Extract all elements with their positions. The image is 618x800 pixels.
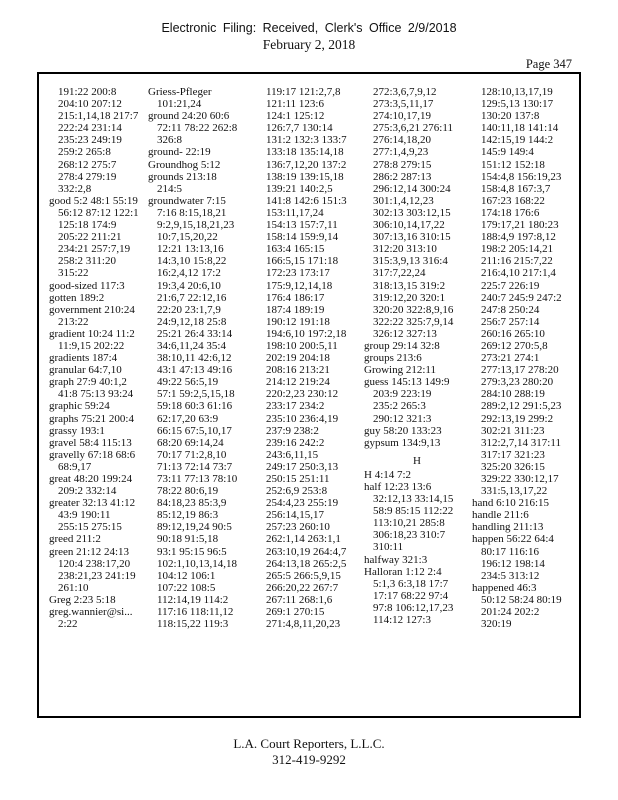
index-entry-line: 153:11,17,24: [266, 206, 324, 219]
index-entry-line: 194:6,10 197:2,18: [266, 327, 347, 340]
index-entry-line: 12:21 13:13,16: [157, 243, 224, 256]
index-entry-line: 167:23 168:22: [481, 194, 545, 207]
index-entry-line: 158:4,8 167:3,7: [481, 182, 551, 195]
index-entry-line: 172:23 173:17: [266, 267, 330, 280]
index-entry-line: great 48:20 199:24: [49, 473, 133, 485]
index-entry-line: 203:9 223:19: [373, 388, 432, 401]
index-entry-line: Greg 2:23 5:18: [49, 593, 116, 606]
index-entry-line: H 4:14 7:2: [364, 468, 412, 481]
index-entry-line: 310:11: [373, 541, 404, 554]
index-entry-line: 256:14,15,17: [266, 509, 325, 522]
index-entry-line: 202:19 204:18: [266, 352, 330, 365]
index-entry-line: 277:1,4,9,23: [373, 146, 429, 159]
index-entry-line: 213:22: [58, 315, 89, 328]
index-entry-line: 247:8 250:24: [481, 303, 540, 316]
index-entry-line: 119:17 121:2,7,8: [266, 86, 341, 98]
index-entry-line: 256:7 257:14: [481, 315, 540, 328]
index-entry-line: 332:2,8: [58, 182, 92, 195]
index-entry-line: 211:16 215:7,22: [481, 255, 553, 268]
index-entry-line: 187:4 189:19: [266, 303, 325, 316]
index-entry-line: 5:1,3 6:3,18 17:7: [373, 577, 449, 590]
index-entry-line: 302:21 311:23: [481, 424, 545, 437]
index-entry-line: 14:3,10 15:8,22: [157, 255, 227, 268]
index-entry-line: Growing 212:11: [364, 364, 437, 377]
index-entry-line: gravelly 67:18 68:6: [49, 448, 136, 461]
index-entry-line: 272:3,6,7,9,12: [373, 86, 437, 98]
index-entry-line: 34:6,11,24 35:4: [157, 339, 226, 352]
index-entry-line: 176:4 186:17: [266, 291, 325, 304]
index-entry-line: 151:12 152:18: [481, 158, 545, 171]
index-entry-line: 225:7 226:19: [481, 279, 540, 292]
index-column-5: [472, 86, 578, 630]
index-entry-line: 78:22 80:6,19: [157, 485, 219, 498]
index-entry-line: 142:15,19 144:2: [481, 134, 554, 147]
index-entry-line: greg.wannier@si...: [49, 606, 133, 619]
index-entry-line: 267:11 268:1,6: [266, 593, 333, 606]
index-entry-line: 17:17 68:22 97:4: [373, 589, 449, 602]
index-entry-line: 263:10,19 264:4,7: [266, 545, 347, 558]
index-entry-line: 289:2,12 291:5,23: [481, 400, 562, 413]
index-entry-line: greed 211:2: [49, 533, 101, 546]
index-entry-line: 239:16 242:2: [266, 436, 325, 449]
index-entry-line: green 21:12 24:13: [49, 545, 130, 558]
index-entry-line: 32:12,13 33:14,15: [373, 493, 454, 506]
index-entry-line: 306:18,23 310:7: [373, 529, 446, 542]
index-entry-line: hand 6:10 216:15: [472, 497, 549, 510]
index-entry-line: 102:1,10,13,14,18: [157, 557, 238, 570]
index-entry-line: 271:4,8,11,20,23: [266, 618, 341, 631]
index-entry-line: graph 27:9 40:1,2: [49, 376, 127, 389]
index-entry-line: ground- 22:19: [148, 146, 211, 159]
index-entry-line: groundwater 7:15: [148, 194, 226, 207]
index-entry-line: guy 58:20 133:23: [364, 424, 442, 437]
index-entry-line: 275:3,6,21 276:11: [373, 122, 453, 135]
index-entry-line: 154:4,8 156:19,23: [481, 170, 562, 183]
index-entry-line: 57:1 59:2,5,15,18: [157, 388, 235, 401]
index-entry-line: groups 213:6: [364, 352, 422, 365]
index-entry-line: gradient 10:24 11:2: [49, 327, 135, 340]
index-entry-line: group 29:14 32:8: [364, 339, 440, 352]
index-entry-line: 249:17 250:3,13: [266, 460, 339, 473]
index-entry-line: Groundhog 5:12: [148, 158, 221, 171]
index-entry-line: 112:14,19 114:2: [157, 593, 229, 606]
index-entry-line: 73:11 77:13 78:10: [157, 473, 238, 485]
index-column-3: [257, 86, 363, 630]
index-entry-line: 117:16 118:11,12: [157, 606, 234, 619]
index-entry-line: 312:20 313:10: [373, 243, 437, 256]
index-entry-line: good 5:2 48:1 55:19: [49, 194, 138, 207]
index-entry-line: 260:16 265:10: [481, 327, 545, 340]
index-entry-line: 315:22: [58, 267, 89, 280]
index-entry-line: 175:9,12,14,18: [266, 279, 333, 292]
index-entry-line: 240:7 245:9 247:2: [481, 291, 562, 304]
index-entry-line: Griess-Pfleger: [148, 86, 212, 98]
index-entry-line: 261:10: [58, 581, 89, 594]
index-entry-line: 130:20 137:8: [481, 110, 540, 123]
index-column-2: [148, 86, 254, 630]
index-entry-line: 179:17,21 180:23: [481, 219, 559, 232]
index-entry-line: 49:22 56:5,19: [157, 376, 219, 389]
index-entry-line: 222:24 231:14: [58, 122, 122, 135]
index-entry-line: 325:20 326:15: [481, 460, 545, 473]
index-entry-line: 254:4,23 255:19: [266, 497, 339, 510]
index-entry-line: 301:1,4,12,23: [373, 194, 434, 207]
index-entry-line: 204:10 207:12: [58, 98, 122, 111]
index-entry-line: 214:12 219:24: [266, 376, 330, 389]
index-entry-line: 209:2 332:14: [58, 485, 117, 498]
index-entry-line: 188:4,9 197:8,12: [481, 231, 556, 244]
index-entry-line: 124:1 125:12: [266, 110, 325, 123]
index-entry-line: 312:2,7,14 317:11: [481, 436, 561, 449]
index-entry-line: 101:21,24: [157, 98, 202, 111]
index-entry-line: 329:22 330:12,17: [481, 473, 559, 485]
index-entry-line: 56:12 87:12 122:1: [58, 206, 139, 219]
index-entry-line: 9:2,9,15,18,21,23: [157, 219, 235, 232]
index-entry-line: 255:15 275:15: [58, 521, 122, 534]
index-entry-line: 166:5,15 171:18: [266, 255, 339, 268]
index-entry-line: 97:8 106:12,17,23: [373, 601, 454, 614]
index-entry-line: 41:8 75:13 93:24: [58, 388, 134, 401]
index-entry-line: 302:13 303:12,15: [373, 206, 451, 219]
index-entry-line: 264:13,18 265:2,5: [266, 557, 347, 570]
index-entry-line: 196:12 198:14: [481, 557, 545, 570]
index-column-4: [364, 86, 470, 626]
index-entry-line: 319:12,20 320:1: [373, 291, 446, 304]
index-entry-line: 174:18 176:6: [481, 206, 540, 219]
index-entry-line: 234:5 313:12: [481, 569, 540, 582]
index-entry-line: 24:9,12,18 25:8: [157, 315, 227, 328]
index-entry-line: 140:11,18 141:14: [481, 122, 559, 135]
index-entry-line: 136:7,12,20 137:2: [266, 158, 347, 171]
index-entry-line: 89:12,19,24 90:5: [157, 521, 232, 534]
index-entry-line: 59:18 60:3 61:16: [157, 400, 233, 413]
index-entry-line: 286:2 287:13: [373, 170, 432, 183]
index-entry-line: greater 32:13 41:12: [49, 497, 136, 510]
index-entry-line: 68:9,17: [58, 460, 92, 473]
index-entry-line: 16:2,4,12 17:2: [157, 267, 221, 280]
index-entry-line: 62:17,20 63:9: [157, 412, 219, 425]
index-entry-line: 145:9 149:4: [481, 146, 534, 159]
index-entry-line: Halloran 1:12 2:4: [364, 565, 442, 578]
index-entry-line: 233:17 234:2: [266, 400, 325, 413]
index-entry-line: 208:16 213:21: [266, 364, 330, 377]
index-entry-line: 125:18 174:9: [58, 219, 117, 232]
index-entry-line: 220:2,23 230:12: [266, 388, 339, 401]
index-entry-line: 326:12 327:13: [373, 327, 437, 340]
index-entry-line: 257:23 260:10: [266, 521, 330, 534]
index-entry-line: 104:12 106:1: [157, 569, 216, 582]
index-entry-line: 158:14 159:9,14: [266, 231, 339, 244]
index-entry-line: 320:19: [481, 618, 512, 631]
index-entry-line: gypsum 134:9,13: [364, 436, 441, 449]
index-entry-line: 10:7,15,20,22: [157, 231, 218, 244]
index-entry-line: 292:13,19 299:2: [481, 412, 554, 425]
index-entry-line: 235:10 236:4,19: [266, 412, 339, 425]
index-entry-line: 58:9 85:15 112:22: [373, 505, 454, 518]
index-entry-line: 331:5,13,17,22: [481, 485, 548, 498]
index-entry-line: 131:2 132:3 133:7: [266, 134, 347, 147]
index-entry-line: 306:10,14,17,22: [373, 219, 445, 232]
index-entry-line: 80:17 116:16: [481, 545, 539, 558]
index-entry-line: 85:12,19 86:3: [157, 509, 219, 522]
index-entry-line: 262:1,14 263:1,1: [266, 533, 341, 546]
index-entry-line: 114:12 127:3: [373, 614, 431, 627]
index-entry-line: 138:19 139:15,18: [266, 170, 344, 183]
index-entry-line: 113:10,21 285:8: [373, 517, 445, 530]
index-entry-line: 318:13,15 319:2: [373, 279, 446, 292]
filing-stamp: Electronic Filing: Received, Clerk's Office 2/9/2018: [161, 21, 457, 35]
index-entry-line: 22:20 23:1,7,9: [157, 303, 221, 316]
index-entry-line: 296:12,14 300:24: [373, 182, 451, 195]
index-entry-line: 237:9 238:2: [266, 424, 319, 437]
document-date: February 2, 2018: [262, 37, 356, 52]
index-entry-line: 7:16 8:15,18,21: [157, 206, 227, 219]
index-entry-line: 259:2 265:8: [58, 146, 111, 159]
index-entry-line: 268:12 275:7: [58, 158, 117, 171]
index-entry-line: graphs 75:21 200:4: [49, 412, 134, 425]
index-entry-line: 66:15 67:5,10,17: [157, 424, 232, 437]
index-entry-line: 133:18 135:14,18: [266, 146, 344, 159]
index-entry-line: 72:11 78:22 262:8: [157, 122, 238, 135]
footer-company: L.A. Court Reporters, L.L.C.: [233, 736, 385, 751]
index-entry-line: 250:15 251:11: [266, 473, 330, 485]
index-entry-line: granular 64:7,10: [49, 364, 122, 377]
index-entry-line: 190:12 191:18: [266, 315, 330, 328]
index-entry-line: 201:24 202:2: [481, 606, 540, 619]
index-entry-line: 274:10,17,19: [373, 110, 432, 123]
index-entry-line: 317:7,22,24: [373, 267, 426, 280]
index-entry-line: 21:6,7 22:12,16: [157, 291, 227, 304]
index-entry-line: 90:18 91:5,18: [157, 533, 219, 546]
index-entry-line: 234:21 257:7,19: [58, 243, 131, 256]
index-entry-line: 284:10 288:19: [481, 388, 545, 401]
index-entry-line: handle 211:6: [472, 509, 529, 522]
index-entry-line: 38:10,11 42:6,12: [157, 352, 232, 365]
index-entry-line: 235:2 265:3: [373, 400, 426, 413]
index-column-1: [49, 86, 155, 630]
index-entry-line: 126:7,7 130:14: [266, 122, 333, 135]
index-entry-line: 278:4 279:19: [58, 170, 117, 183]
index-entry-line: grassy 193:1: [49, 424, 105, 437]
index-entry-line: 19:3,4 20:6,10: [157, 279, 221, 292]
index-entry-line: 266:20,22 267:7: [266, 581, 339, 594]
index-entry-line: 315:3,9,13 316:4: [373, 255, 448, 268]
index-entry-line: grounds 213:18: [148, 170, 217, 183]
index-entry-line: 163:4 165:15: [266, 243, 325, 256]
index-entry-line: 273:21 274:1: [481, 352, 540, 365]
index-entry-line: 322:22 325:7,9,14: [373, 315, 454, 328]
index-entry-line: 93:1 95:15 96:5: [157, 545, 227, 558]
index-entry-line: 43:1 47:13 49:16: [157, 364, 233, 377]
index-entry-line: 265:5 266:5,9,15: [266, 569, 341, 582]
footer-phone: 312-419-9292: [272, 752, 346, 767]
index-entry-line: 198:2 205:14,21: [481, 243, 554, 256]
index-entry-line: 11:9,15 202:22: [58, 339, 125, 352]
index-entry-line: 317:17 321:23: [481, 448, 545, 461]
index-entry-line: 235:23 249:19: [58, 134, 122, 147]
index-entry-line: 129:5,13 130:17: [481, 98, 554, 111]
index-entry-line: 71:13 72:14 73:7: [157, 460, 233, 473]
index-entry-line: halfway 321:3: [364, 553, 428, 566]
index-entry-line: 278:8 279:15: [373, 158, 432, 171]
index-entry-line: 269:12 270:5,8: [481, 339, 548, 352]
page-number: Page 347: [525, 57, 572, 71]
index-entry-line: 320:20 322:8,9,16: [373, 303, 454, 316]
index-entry-line: 70:17 71:2,8,10: [157, 448, 227, 461]
index-entry-line: 141:8 142:6 151:3: [266, 194, 347, 207]
index-entry-line: 214:5: [157, 182, 183, 195]
index-entry-line: ground 24:20 60:6: [148, 110, 230, 123]
index-entry-line: gravel 58:4 115:13: [49, 436, 132, 449]
index-entry-line: 307:13,16 310:15: [373, 231, 451, 244]
index-entry-line: 2:22: [58, 618, 78, 631]
index-entry-line: 216:4,10 217:1,4: [481, 267, 556, 280]
index-entry-line: 68:20 69:14,24: [157, 436, 224, 449]
index-entry-line: 238:21,23 241:19: [58, 569, 136, 582]
index-entry-line: 258:2 311:20: [58, 255, 116, 268]
index-entry-line: 25:21 26:4 33:14: [157, 327, 233, 340]
index-entry-line: guess 145:13 149:9: [364, 376, 450, 389]
index-entry-line: half 12:23 13:6: [364, 481, 432, 493]
index-entry-line: 243:6,11,15: [266, 448, 319, 461]
index-entry-line: 279:3,23 280:20: [481, 376, 554, 389]
index-entry-line: good-sized 117:3: [49, 279, 125, 292]
index-entry-line: 198:10 200:5,11: [266, 339, 338, 352]
index-entry-line: 121:11 123:6: [266, 98, 324, 111]
index-entry-line: 205:22 211:21: [58, 231, 122, 244]
index-entry-line: 50:12 58:24 80:19: [481, 593, 562, 606]
index-entry-line: government 210:24: [49, 303, 135, 316]
index-entry-line: 191:22 200:8: [58, 86, 117, 98]
index-entry-line: 252:6,9 253:8: [266, 485, 328, 498]
index-entry-line: 276:14,18,20: [373, 134, 432, 147]
index-entry-line: 154:13 157:7,11: [266, 219, 338, 232]
index-entry-line: 273:3,5,11,17: [373, 98, 434, 111]
index-entry-line: 290:12 321:3: [373, 412, 432, 425]
section-letter: H: [413, 454, 421, 467]
index-entry-line: happened 46:3: [472, 581, 537, 594]
index-entry-line: 128:10,13,17,19: [481, 86, 553, 98]
index-entry-line: 107:22 108:5: [157, 581, 216, 594]
index-entry-line: gradients 187:4: [49, 352, 118, 365]
index-entry-line: 269:1 270:15: [266, 606, 325, 619]
index-entry-line: 215:1,14,18 217:7: [58, 110, 139, 123]
index-entry-line: happen 56:22 64:4: [472, 533, 554, 546]
index-entry-line: 277:13,17 278:20: [481, 364, 559, 377]
index-entry-line: handling 211:13: [472, 521, 544, 534]
index-entry-line: gotten 189:2: [49, 291, 105, 304]
index-entry-line: 43:9 190:11: [58, 509, 111, 522]
index-entry-line: graphic 59:24: [49, 400, 110, 413]
index-entry-line: 120:4 238:17,20: [58, 557, 131, 570]
index-entry-line: 84:18,23 85:3,9: [157, 497, 227, 510]
index-entry-line: 118:15,22 119:3: [157, 618, 229, 631]
index-entry-line: 326:8: [157, 134, 183, 147]
index-entry-line: 139:21 140:2,5: [266, 182, 333, 195]
